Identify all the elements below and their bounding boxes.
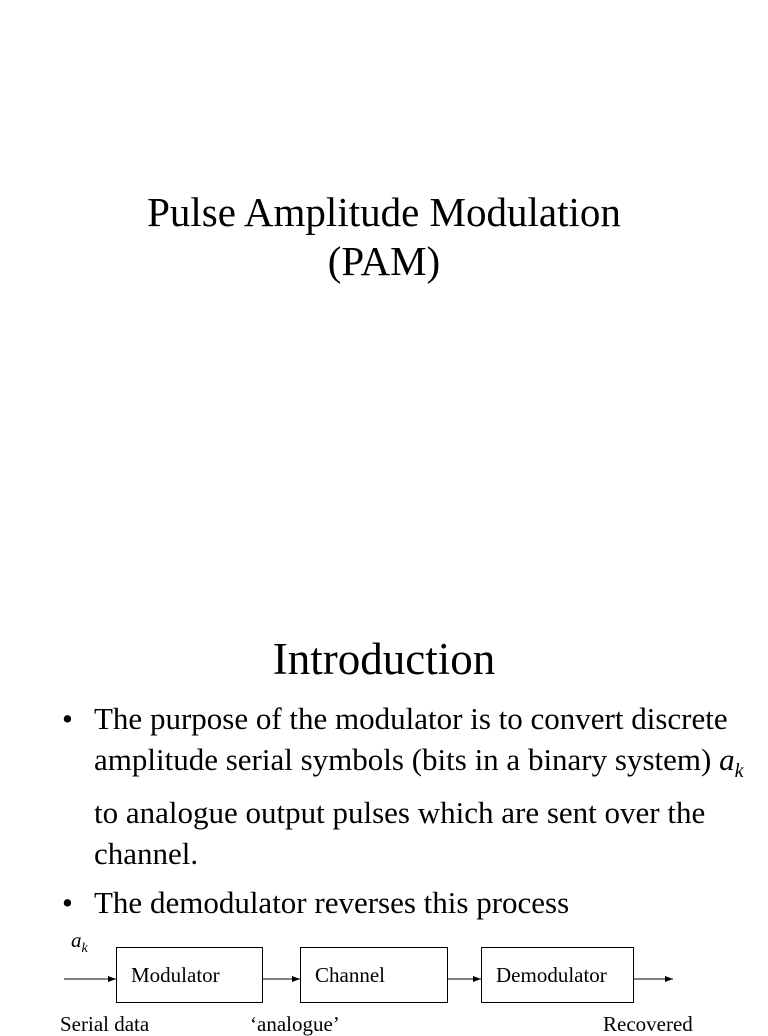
block-diagram [0, 920, 768, 1036]
modulator-block: Modulator [116, 947, 263, 1003]
bullet-dot-icon: • [62, 885, 73, 921]
section-title: Introduction [272, 634, 496, 684]
slide-title-line-2: (PAM) [327, 238, 441, 284]
input-symbol-subscript: k [81, 941, 88, 957]
symbol-variable [719, 742, 744, 783]
input-symbol-letter: a [71, 928, 82, 952]
bullet-2-text: The demodulator reverses this process [94, 885, 570, 921]
bullet-1-text-b: to analogue output pulses which are sent over the channel. [94, 795, 706, 872]
bullet-item-1 [62, 698, 762, 874]
slide-title-line-1: Pulse Amplitude Modulation [147, 189, 621, 235]
input-symbol-label [71, 928, 88, 961]
channel-block: Channel [300, 947, 448, 1003]
demodulator-block: Demodulator [481, 947, 634, 1003]
analogue-label: ‘analogue’ [250, 1012, 340, 1036]
slide-title [0, 188, 768, 286]
recovered-label: Recovered [603, 1012, 693, 1036]
serial-data-label: Serial data [60, 1012, 150, 1036]
bullet-list [62, 698, 762, 931]
bullet-dot-icon: • [62, 701, 73, 736]
bullet-1-text-a: The purpose of the modulator is to convert discrete amplitude serial symbols (bits in a binary system) [94, 701, 728, 777]
symbol-variable-letter: a [719, 742, 735, 777]
symbol-variable-subscript: k [734, 760, 744, 783]
bullet-item-2 [62, 882, 762, 923]
